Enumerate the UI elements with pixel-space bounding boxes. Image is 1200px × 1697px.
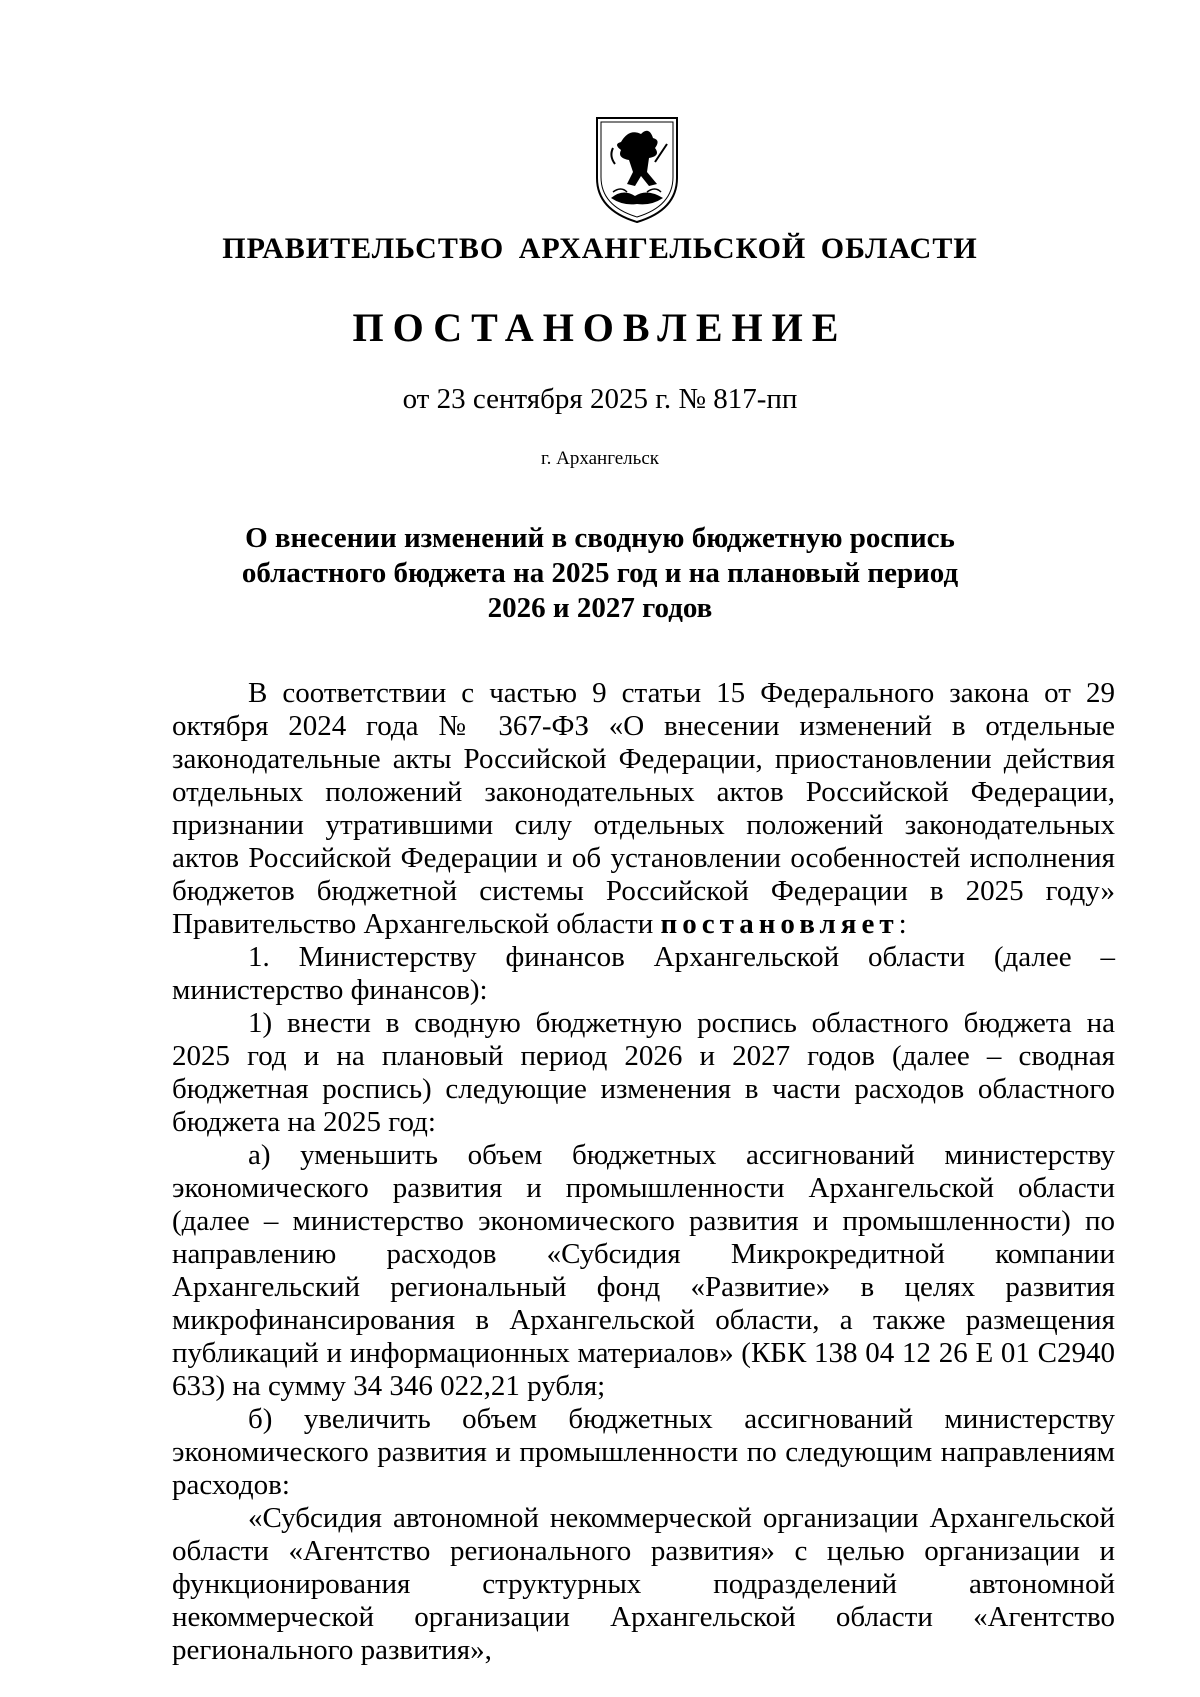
document-type: ПОСТАНОВЛЕНИЕ — [352, 305, 848, 350]
document-city: г. Архангельск — [540, 448, 659, 469]
subject-line: О внесении изменений в сводную бюджетную роспись — [245, 522, 955, 554]
document-subject — [200, 521, 1000, 626]
document-body — [172, 677, 1115, 1667]
preamble-colon: : — [898, 908, 907, 940]
item-a: а) уменьшить объем бюджетных ассигнований министерству экономического развития и промышленности Архангельской области (далее – министерство экономического развития и промышленности) по направлению расходов «Субсидия Микрокредитной компании Архангельский региональный фонд «Развитие» в целях развития микрофинансирования в Архангельской области, а также размещения публикаций и информационных материалов» (КБК 138 04 12 26 Е 01 С2940 633) на сумму 34 346 022,21 рубля; — [172, 1139, 1115, 1402]
clause-1: 1. Министерству финансов Архангельской области (далее – министерство финансов): — [172, 941, 1115, 1006]
preamble-paragraph — [172, 677, 1115, 941]
organization-title: ПРАВИТЕЛЬСТВО АРХАНГЕЛЬСКОЙ ОБЛАСТИ — [222, 232, 978, 265]
subject-line: 2026 и 2027 годов — [487, 592, 713, 624]
coat-of-arms-icon — [591, 114, 683, 226]
item-b: б) увеличить объем бюджетных ассигнований министерству экономического развития и промышленности по следующим направлениям расходов: — [172, 1403, 1115, 1501]
preamble-text: В соответствии с частью 9 статьи 15 Федерального закона от 29 октября 2024 года № 367-ФЗ «О внесении изменений в отдельные законодательные акты Российской Федерации, приостановлении действия отдельных положений законодательных актов Российской Федерации, признании утратившими силу отдельных положений законодательных актов Российской Федерации и об установлении особенностей исполнения бюджетов бюджетной системы Российской Федерации в 2025 году» Правительство Архангельской области — [172, 677, 1115, 940]
document-date-number: от 23 сентября 2025 г. № 817-пп — [402, 383, 798, 415]
resolution-verb: постановляет — [660, 908, 899, 940]
subject-line: областного бюджета на 2025 год и на плановый период — [241, 557, 959, 589]
subclause-1-1: 1) внести в сводную бюджетную роспись областного бюджета на 2025 год и на плановый период 2026 и 2027 годов (далее – сводная бюджетная роспись) следующие изменения в части расходов областного бюджета на 2025 год: — [172, 1007, 1115, 1138]
expense-direction: «Субсидия автономной некоммерческой организации Архангельской области «Агентство регионального развития» с целью организации и функционирования структурных подразделений автономной некоммерческой организации Архангельской области «Агентство регионального развития», — [172, 1502, 1115, 1666]
